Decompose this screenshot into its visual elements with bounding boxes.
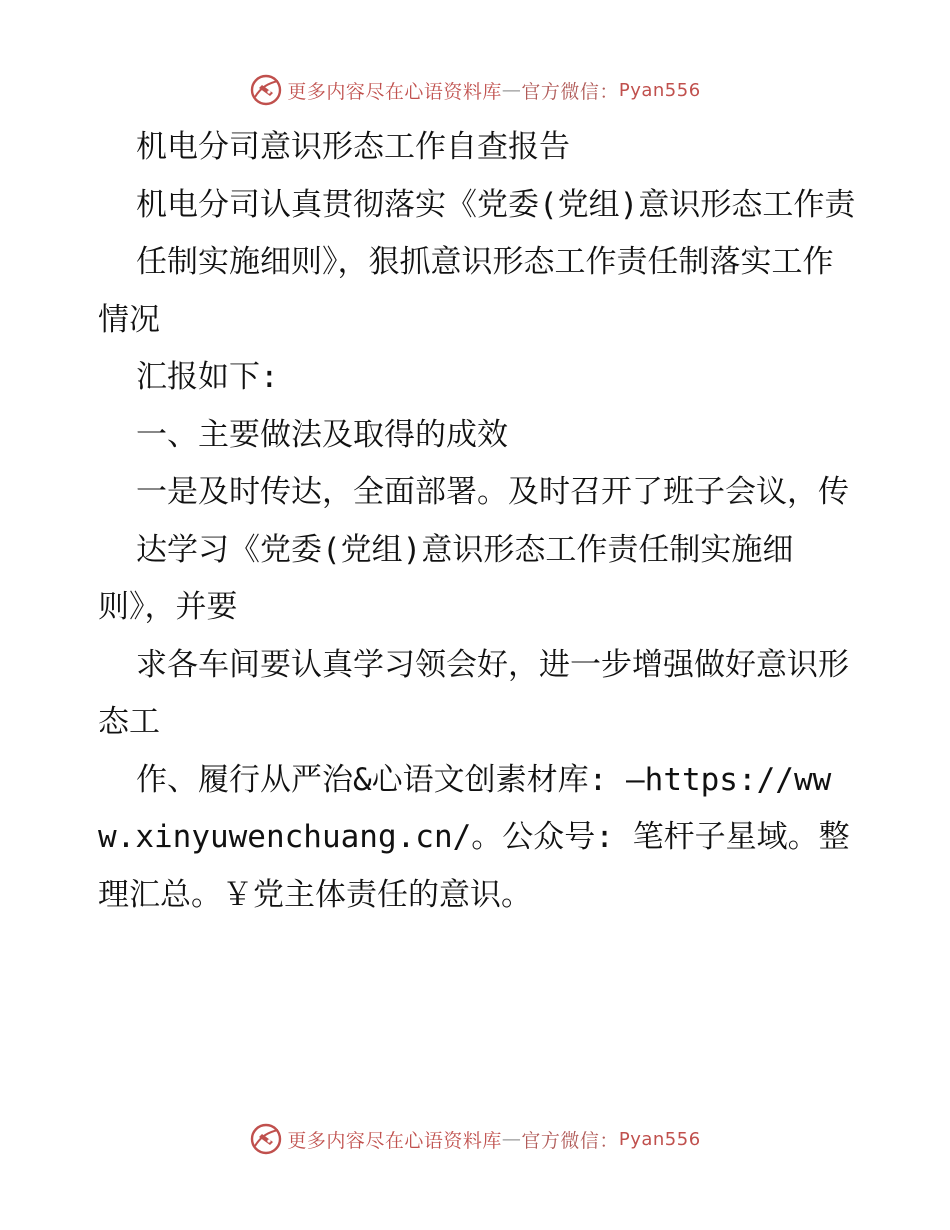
watermark-official-label: 官方微信： <box>521 80 619 103</box>
watermark-handle: Pyan556 <box>618 79 701 101</box>
watermark-handle: Pyan556 <box>618 1128 701 1150</box>
watermark-banner-bottom <box>0 1119 950 1159</box>
watermark-brand-text: 更多内容尽在心语资料库 <box>287 1129 502 1152</box>
pen-nib-circle-icon <box>249 73 283 107</box>
pen-nib-circle-icon <box>249 1122 283 1156</box>
paragraph-7: 作、履行从严治&心语文创素材库: —https://www.xinyuwenchuang.cn/。公众号: 笔杆子星域。整理汇总。￥党主体责任的意识。 <box>98 761 850 913</box>
paragraph-6: 求各车间要认真学习领会好，进一步增强做好意识形态工 <box>98 646 849 740</box>
watermark-separator: — <box>501 79 522 101</box>
paragraph-5: 达学习《党委(党组)意识形态工作责任制实施细则》，并要 <box>98 531 794 625</box>
document-body <box>98 119 858 924</box>
watermark-official-label: 官方微信： <box>521 1129 619 1152</box>
section-heading-1: 一、主要做法及取得的成效 <box>136 416 508 453</box>
paragraph-4: 一是及时传达，全面部署。及时召开了班子会议，传 <box>136 474 849 510</box>
document-title: 机电分司意识形态工作自查报告 <box>136 129 570 165</box>
watermark-banner-top <box>0 70 950 110</box>
watermark-separator: — <box>501 1128 522 1150</box>
paragraph-1: 机电分司认真贯彻落实《党委(党组)意识形态工作责 <box>136 186 856 223</box>
paragraph-2: 任制实施细则》，狠抓意识形态工作责任制落实工作情况 <box>98 244 834 338</box>
watermark-brand-text: 更多内容尽在心语资料库 <box>287 80 502 103</box>
paragraph-3: 汇报如下: <box>136 359 279 395</box>
